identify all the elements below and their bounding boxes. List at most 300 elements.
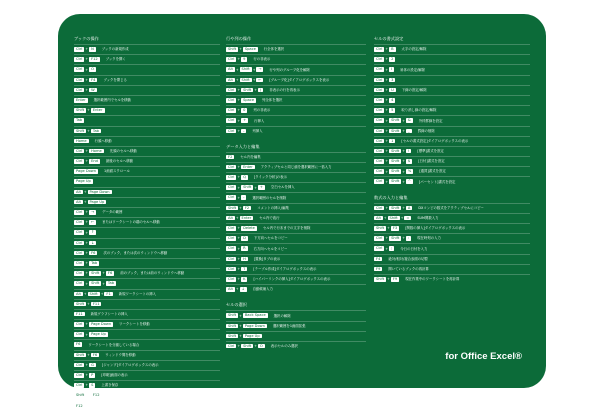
plus-sign: + (237, 267, 241, 272)
keycap: Ctrl (376, 57, 383, 62)
shortcut-row (74, 329, 220, 338)
plus-sign: + (402, 159, 405, 164)
shortcut-row (74, 309, 220, 318)
shortcut-row (374, 156, 530, 165)
key-combo (374, 108, 395, 113)
keycap: F12 (76, 403, 83, 408)
plus-sign: + (87, 393, 90, 398)
key-combo (226, 155, 234, 160)
shortcut-description: [印刷]画面の表示 (101, 373, 128, 378)
keycap: ← (258, 77, 262, 82)
keycap: F9 (392, 276, 398, 281)
shortcut-row (74, 238, 220, 247)
shortcut-description: 下方向へセルをコピー (253, 236, 288, 241)
shortcut-row (74, 278, 220, 287)
shortcut-row (74, 227, 220, 236)
keycap: Shift (391, 128, 400, 133)
shortcut-row (74, 85, 220, 94)
plus-sign: + (85, 271, 89, 276)
keycap: Page Down (91, 322, 112, 327)
key-combo (374, 88, 396, 93)
keycap: 0 (243, 108, 246, 113)
shortcut-description: 行の非表示 (253, 57, 271, 62)
keycap: T (243, 266, 246, 271)
key-combo (374, 216, 411, 221)
key-combo (374, 159, 412, 164)
shortcut-row (374, 75, 530, 84)
keycap: Page Up (244, 333, 260, 338)
plus-sign: + (385, 149, 389, 154)
shortcut-row (74, 258, 220, 267)
keycap: F6 (76, 342, 81, 347)
shortcut-row (74, 248, 220, 257)
plus-sign: + (385, 98, 389, 103)
key-combo (226, 165, 255, 170)
keycap: F1 (106, 291, 111, 296)
keycap: Page Up (91, 332, 106, 337)
shortcut-description: 行挿入 (254, 118, 265, 123)
key-combo (74, 241, 96, 246)
keycap: Ctrl (76, 77, 83, 82)
plus-sign: + (235, 287, 239, 292)
key-combo (374, 139, 395, 144)
keycap: + (243, 118, 247, 123)
shortcut-row (374, 233, 530, 242)
plus-sign: + (87, 301, 90, 306)
key-combo (74, 271, 114, 276)
keycap: Shift (76, 108, 85, 113)
plus-sign: + (237, 195, 241, 200)
keycap: Ctrl (376, 118, 383, 123)
keycap: Shift (228, 205, 237, 210)
plus-sign: + (237, 277, 241, 282)
plus-sign: + (402, 179, 405, 184)
key-combo (374, 57, 395, 62)
plus-sign: + (385, 108, 389, 113)
key-combo (74, 373, 95, 378)
keycap: Ctrl (228, 195, 235, 200)
key-combo (74, 404, 85, 409)
keycap: Shift (243, 87, 252, 92)
shortcut-row (74, 75, 220, 84)
plus-sign: + (252, 67, 256, 72)
shortcut-description: 前のブック、または前のウィンドウへ移動 (120, 271, 185, 276)
shortcut-row (74, 390, 220, 399)
keycap: Shift (91, 281, 100, 286)
shortcut-description: [ハイパーリンクの挿入]ダイアログボックスの表示 (253, 277, 331, 282)
key-combo (226, 195, 246, 200)
plus-sign: + (85, 210, 89, 215)
key-combo (226, 334, 262, 339)
keycap: ! (407, 148, 410, 153)
plus-sign: + (385, 47, 389, 52)
plus-sign: + (402, 149, 405, 154)
key-combo (226, 236, 248, 241)
plus-sign: + (239, 47, 242, 52)
key-combo (374, 226, 399, 231)
plus-sign: + (100, 291, 104, 296)
keycap: Enter (241, 215, 252, 220)
keycap: Ctrl (76, 57, 83, 62)
keycap: B (391, 47, 394, 51)
shortcut-description: [置換]タブの表示 (253, 256, 281, 261)
shortcut-row (374, 176, 530, 185)
shortcut-row (226, 85, 366, 94)
shortcut-row (226, 213, 366, 222)
shortcut-list (74, 44, 220, 409)
shortcut-row (226, 162, 366, 171)
shortcut-description: DXコンピの数式をアクティブセルにコピー (418, 205, 484, 210)
keycap: G (91, 362, 94, 367)
key-combo (74, 78, 97, 83)
keycap: ↓ (91, 240, 95, 245)
plus-sign: + (239, 333, 242, 338)
key-combo (226, 98, 256, 103)
shortcut-row (226, 203, 366, 212)
keycap: F6 (107, 271, 113, 276)
plus-sign: + (385, 77, 389, 82)
shortcut-description: 表示セルのみ選択 (270, 344, 298, 349)
keycap: Ctrl (76, 322, 83, 327)
keycap: Shift (391, 148, 400, 153)
keycap: Shift (76, 128, 85, 133)
keycap: N (91, 47, 94, 51)
key-combo (74, 129, 101, 134)
key-combo (74, 332, 108, 337)
section-title: セルの書式設定 (374, 36, 404, 41)
plus-sign: + (387, 277, 390, 282)
keycap: ^ (407, 179, 411, 184)
keycap: Page Down (89, 189, 110, 194)
keycap: Alt (76, 189, 81, 194)
shortcut-row (74, 166, 220, 175)
key-combo (74, 67, 96, 72)
plus-sign: + (237, 185, 241, 190)
keycap: Shift (376, 276, 385, 281)
keycap: Ctrl (76, 87, 83, 92)
plus-sign: + (237, 246, 241, 251)
shortcut-list (226, 44, 366, 134)
keycap: Ctrl (76, 240, 83, 245)
shortcut-row (226, 54, 366, 63)
keycap: Ctrl (376, 236, 383, 241)
keycap: Space (243, 97, 255, 102)
plus-sign: + (254, 185, 257, 190)
shortcut-description: 列の非表示 (253, 108, 271, 113)
key-combo (74, 353, 99, 358)
keycap: Ctrl (76, 362, 83, 367)
shortcut-description: 新規グラフシートの挿入 (90, 312, 128, 317)
plus-sign: + (235, 67, 239, 72)
key-combo (74, 139, 89, 144)
keycap: Ctrl (228, 108, 235, 113)
shortcut-description: [テーブル作成]ダイアログボックスの表示 (253, 266, 317, 271)
shortcut-description: 列挿入 (252, 128, 263, 133)
key-combo (226, 47, 258, 52)
keycap: Alt (228, 215, 233, 220)
key-combo (226, 257, 248, 262)
plus-sign: + (85, 261, 89, 266)
plus-sign: + (239, 205, 242, 210)
keycap: 9 (243, 57, 246, 62)
keycap: 3 (391, 77, 394, 82)
key-combo (374, 246, 394, 251)
shortcut-description: 列全体を選択 (262, 98, 283, 103)
shortcut-row (374, 243, 530, 252)
shortcut-row (374, 254, 530, 263)
keycap: Ctrl (376, 87, 383, 92)
plus-sign: + (235, 77, 239, 82)
keycap: → (91, 210, 95, 214)
keycap: 1 (391, 138, 394, 143)
key-combo (226, 185, 265, 190)
shortcut-row (374, 54, 530, 63)
plus-sign: + (85, 47, 89, 52)
shortcut-description: [パーセント]書式を設定 (418, 179, 456, 184)
shortcut-description: SUM関数入力 (417, 216, 439, 220)
keycap: R (243, 246, 246, 251)
keycap: Ctrl (76, 47, 83, 51)
key-combo (74, 363, 96, 368)
plus-sign: + (83, 189, 87, 194)
shortcut-description: 現在作業中のワークシートを再計算 (405, 277, 460, 282)
keycap: ; (391, 246, 393, 251)
shortcut-description: [セルの書式設定]ダイアログボックスの表示 (401, 138, 469, 143)
plus-sign: + (385, 88, 389, 93)
keycap: Ctrl (376, 169, 383, 174)
keycap: Shift (89, 291, 98, 296)
keycap: Tab (92, 128, 99, 133)
shortcut-row (74, 187, 220, 196)
keycap: I (391, 67, 393, 72)
shortcut-description: 空白セルを挿入 (270, 185, 295, 190)
shortcut-row (74, 95, 220, 104)
keycap: 2 (391, 57, 394, 62)
key-combo (74, 220, 96, 225)
keycap: Shift (91, 271, 100, 276)
shortcut-row (74, 360, 220, 369)
key-combo (74, 292, 113, 297)
key-combo (74, 118, 84, 123)
shortcut-description: セル内で行末までの文字を削除 (262, 226, 311, 231)
plus-sign: + (85, 67, 89, 72)
shortcut-row (74, 268, 220, 277)
keycap: Shift (228, 333, 237, 338)
shortcut-row (74, 105, 220, 114)
shortcut-row (226, 264, 366, 273)
section-title: セルの選択 (226, 302, 247, 308)
shortcut-row (74, 401, 220, 410)
shortcut-mousepad (58, 14, 546, 408)
keycap: S (91, 383, 94, 388)
keycap: F11 (92, 301, 100, 306)
keycap: Ctrl (228, 266, 235, 271)
keycap: Enter (243, 164, 253, 169)
shortcut-row (74, 370, 220, 379)
shortcut-row (74, 289, 220, 298)
shortcut-row (74, 197, 220, 206)
shortcut-description: コメントの挿入/編集 (257, 205, 289, 210)
shortcut-row (374, 146, 530, 155)
keycap: Shift (228, 47, 237, 51)
key-combo (374, 236, 411, 241)
keycap: Shift (391, 179, 400, 184)
key-combo (374, 98, 395, 103)
plus-sign: + (237, 236, 241, 241)
key-combo (74, 57, 100, 62)
plus-sign: + (402, 236, 405, 241)
keycap: $ (407, 159, 411, 164)
brand-label: for Office Excel® (445, 351, 522, 362)
plus-sign: + (102, 271, 105, 276)
keycap: Alt (76, 291, 81, 296)
keycap: = (406, 215, 410, 220)
keycap: Ctrl (228, 97, 235, 102)
key-combo (226, 324, 267, 329)
plus-sign: + (237, 88, 241, 93)
keycap: F4 (376, 256, 381, 261)
shortcut-description: ブックを閉じる (103, 77, 127, 82)
shortcut-description: アクティブセルと同じ値を選択範囲に一括入力 (260, 165, 332, 170)
shortcut-row (374, 126, 530, 135)
keycap: Ctrl (76, 383, 83, 388)
plus-sign: + (237, 118, 241, 123)
shortcut-description: 新規ワークシートの挿入 (118, 291, 157, 296)
plus-sign: + (385, 57, 389, 62)
shortcut-row (226, 321, 366, 330)
shortcut-description: 名前をつけて保存 (90, 403, 118, 408)
keycap: : (407, 236, 410, 241)
key-combo (74, 149, 104, 154)
keycap: + (259, 185, 263, 190)
plus-sign: + (387, 226, 390, 231)
shortcut-row (74, 350, 220, 359)
keycap: Delete (243, 226, 255, 230)
keycap: Shift (391, 236, 400, 241)
keycap: Ctrl (76, 210, 83, 214)
keycap: Ctrl (376, 77, 383, 82)
shortcut-row (226, 75, 366, 84)
keycap: U (391, 87, 394, 92)
shortcut-row (226, 223, 366, 232)
key-combo (74, 322, 113, 327)
key-combo (226, 344, 265, 349)
key-combo (374, 47, 396, 52)
key-combo (74, 230, 96, 235)
plus-sign: + (254, 344, 257, 349)
plus-sign: + (87, 128, 90, 133)
shortcut-row (374, 85, 530, 94)
keycap: Alt (76, 199, 81, 204)
plus-sign: + (239, 313, 242, 318)
key-combo (74, 98, 88, 103)
plus-sign: + (385, 236, 389, 241)
shortcut-list (226, 152, 366, 293)
keycap: F2 (244, 205, 250, 210)
key-combo (374, 78, 395, 83)
plus-sign: + (85, 383, 89, 388)
shortcut-description: [ジャンプ]ダイアログボックスの表示 (101, 363, 159, 367)
plus-sign: + (400, 216, 404, 221)
key-combo (226, 267, 247, 272)
keycap: Ctrl (76, 373, 83, 377)
keycap: Ctrl (228, 118, 235, 123)
key-combo (374, 118, 413, 123)
keycap: Shift (228, 313, 237, 318)
plus-sign: + (385, 246, 389, 251)
shortcut-row (226, 126, 366, 135)
plus-sign: + (254, 88, 257, 93)
key-combo (226, 57, 247, 62)
key-combo (226, 226, 257, 231)
plus-sign: + (252, 77, 256, 82)
keycap: Ctrl (228, 246, 235, 251)
keycap: Q (243, 175, 246, 180)
keycap: Ctrl (376, 47, 383, 51)
key-combo (226, 277, 247, 282)
shortcut-description: [通貨]書式を設定 (419, 169, 446, 174)
key-combo (74, 281, 116, 286)
keycap: Page Down (244, 323, 265, 328)
key-combo (226, 313, 268, 318)
shortcut-description: 最後のセルへ移動 (105, 159, 134, 164)
plus-sign: + (87, 108, 90, 113)
plus-sign: + (102, 281, 105, 286)
keycap: D (243, 236, 246, 241)
shortcut-description: [日付]書式を設定 (418, 159, 445, 164)
keycap: Shift (391, 169, 400, 174)
keycap: Shift (391, 205, 400, 210)
keycap: Ctrl (76, 250, 83, 255)
keycap: P (91, 373, 94, 377)
keycap: Enter (76, 97, 86, 102)
plus-sign: + (402, 118, 405, 123)
keycap: F2 (228, 154, 233, 159)
shortcut-description: 先頭のセルへ移動 (109, 149, 137, 154)
shortcut-row (226, 115, 366, 124)
keycap: O (259, 343, 263, 348)
keycap: Back Space (244, 313, 266, 318)
keycap: Shift (376, 226, 385, 230)
plus-sign: + (237, 108, 241, 113)
plus-sign: + (85, 251, 89, 256)
keycap: Ctrl (376, 205, 383, 210)
key-combo (74, 383, 95, 388)
keycap: Home (76, 138, 87, 143)
shortcut-description: ワークシートを分割している場合 (88, 342, 140, 347)
shortcut-description: [グループ化]ダイアログボックスを表示 (269, 77, 330, 82)
shortcut-row (226, 274, 366, 283)
key-combo (74, 179, 93, 184)
shortcut-description: 選択の解除 (273, 313, 291, 318)
keycap: Ctrl (376, 97, 383, 102)
shortcut-description: 太字の設定/解除 (401, 47, 427, 52)
key-combo (374, 206, 412, 211)
plus-sign: + (385, 159, 389, 164)
keycap: Ctrl (228, 343, 235, 348)
key-combo (374, 149, 411, 154)
key-combo (374, 267, 382, 272)
keycap: F11 (76, 311, 83, 316)
keycap: Shift (76, 393, 85, 398)
keycap: Page Up (76, 179, 91, 184)
keycap: F12 (92, 393, 100, 398)
keycap: 5 (391, 108, 394, 113)
keycap: → (258, 67, 262, 72)
shortcut-list (374, 203, 530, 283)
plus-sign: + (402, 205, 405, 210)
keycap: Enter (92, 108, 103, 113)
